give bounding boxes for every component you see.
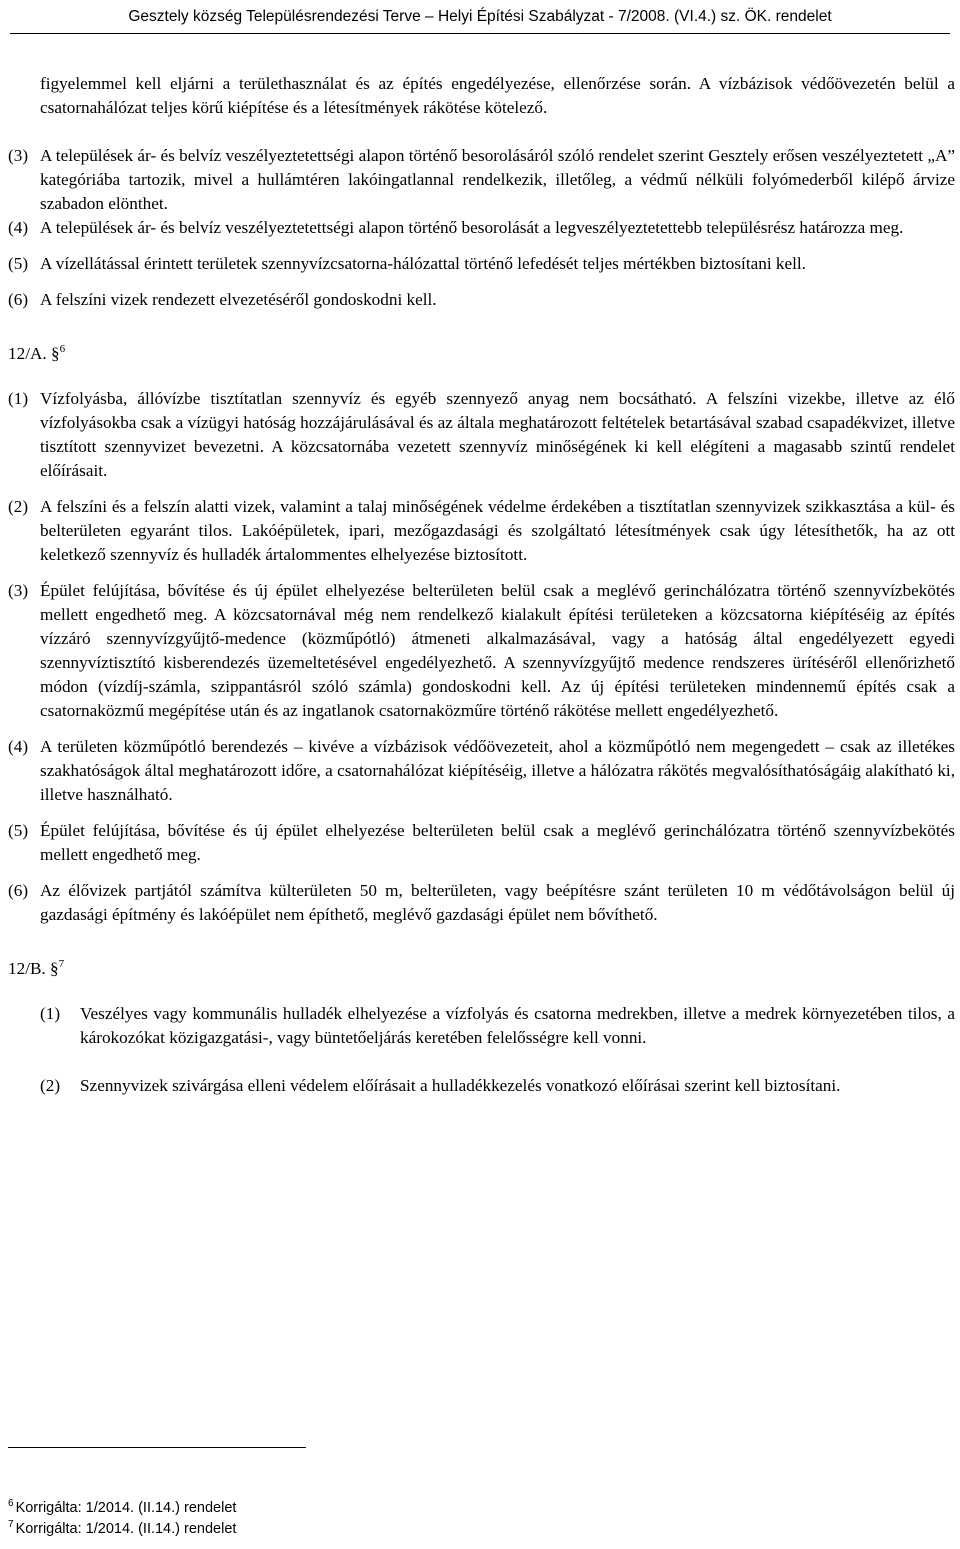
page-header xyxy=(0,0,960,34)
footnotes xyxy=(8,1498,236,1540)
footnote-text: Korrigálta: 1/2014. (II.14.) rendelet xyxy=(15,1500,237,1516)
paragraph-text: A települések ár- és belvíz veszélyeztetettségi alapon történő besorolásáról szóló rendelet szerint Gesztely erősen veszélyeztetett „A” kategóriába tartozik, mivel a hullámtéren lakóingatlannal rendelkezik, illetőleg, a védmű nélküli folyómederből kilépő árvize szabadon elönthet. xyxy=(40,146,955,213)
footnote-text: Korrigálta: 1/2014. (II.14.) rendelet xyxy=(15,1521,237,1537)
paragraph-number: (2) xyxy=(8,497,29,516)
paragraph-number: (6) xyxy=(8,290,29,309)
paragraph-text: A területen közműpótló berendezés – kivéve a vízbázisok védőövezeteit, ahol a közműpótló nem megengedett – csak az illetékes szakhatóságok által meghatározott időre, a csatornahálózat kiépítéséig, illetve a hálózatra rákötés megvalósíthatóságáig alakítható ki, illetve használható. xyxy=(40,737,955,804)
paragraph-number: (2) xyxy=(40,1076,61,1095)
s12a-paragraph-4 xyxy=(8,735,955,807)
paragraph-6 xyxy=(8,288,955,312)
section-title-12a: 12/A. §$^6$ xyxy=(8,343,66,363)
paragraph-text: Épület felújítása, bővítése és új épület elhelyezése belterületen belül csak a meglévő gerinchálózatra történő szennyvízbekötés mellett engedhető meg. xyxy=(40,821,955,864)
paragraph-3 xyxy=(8,144,955,216)
paragraph-text: Az élővizek partjától számítva külterületen 50 m, belterületen, vagy beépítésre szánt területen 10 m védőtávolságon belül új gazdasági építmény és lakóépület nem építhető, meglévő gazdasági épület nem bővíthető. xyxy=(40,881,955,924)
paragraph-text: A felszíni vizek rendezett elvezetéséről gondoskodni kell. xyxy=(40,290,437,309)
paragraph-number: (4) xyxy=(8,737,29,756)
s12a-paragraph-5 xyxy=(8,819,955,867)
paragraph-text: Épület felújítása, bővítése és új épület elhelyezése belterületen belül csak a meglévő gerinchálózatra történő szennyvízbekötés mellett engedhető meg. A közcsatornával még nem rendelkező kialakult építési területeken a közcsatorna kiépítéséig az építés vízzáró szennyvízgyűjtő-medence (közműpótló) átmeneti alkalmazásával, vagy a hatóság által engedélyezett egyedi szennyvíztisztító kisberendezés üzemeltetésével engedélyezhető. A szennyvízgyűjtő medence rendszeres ürítéséről ellenőrizhető módon (vízdíj-számla, szippantásról szóló számla) gondoskodni kell. Az új építési területeken mindennemű építés csak a csatornaközmű megépítése után és az ingatlanok csatornaközműre történő rákötése mellett engedélyezhető. xyxy=(40,581,955,720)
s12b-paragraph-2 xyxy=(8,1074,955,1098)
paragraph-text: A vízellátással érintett területek szennyvízcsatorna-hálózattal történő lefedését teljes mértékben biztosítani kell. xyxy=(40,254,806,273)
section-title-12b: 12/B. §$^7$ xyxy=(8,958,65,978)
paragraph-number: (6) xyxy=(8,881,29,900)
paragraph-number: (5) xyxy=(8,254,29,273)
s12a-paragraph-3 xyxy=(8,579,955,723)
footnote-ref: 6 xyxy=(59,343,66,355)
footnote-6 xyxy=(8,1498,236,1519)
s12b-paragraph-1 xyxy=(8,1002,955,1050)
paragraph-number: (1) xyxy=(40,1004,61,1023)
footnote-number: 7 xyxy=(8,1519,14,1530)
s12a-paragraph-1 xyxy=(8,387,955,483)
s12a-paragraph-6 xyxy=(8,879,955,927)
footnote-number: 6 xyxy=(8,1498,14,1509)
paragraph-number: (5) xyxy=(8,821,29,840)
paragraph-text: Vízfolyásba, állóvízbe tisztítatlan szennyvíz és egyéb szennyező anyag nem bocsátható. A felszíni vizekbe, illetve az élő vízfolyásokba csak a vízügyi hatóság hozzájárulásával és az általa meghatározott feltételek betartásával szabad csapadékvizet, illetve tisztított szennyvizet bevezetni. A közcsatornába vezetett szennyvíz minőségének ki kell elégíteni a magasabb szintű rendelet előírásait. xyxy=(40,389,955,480)
paragraph-number: (4) xyxy=(8,218,29,237)
paragraph-text: A felszíni és a felszín alatti vizek, valamint a talaj minőségének védelme érdekében a tisztítatlan szennyvizek szikkasztása a kül- és belterületen egyaránt tilos. Lakóépületek, ipari, mezőgazdasági és szolgáltató létesítmények csak úgy létesíthetők, ha az ott keletkező szennyvíz és hulladék ártalommentes elhelyezése biztosított. xyxy=(40,497,955,564)
footnote-7 xyxy=(8,1519,236,1540)
paragraph-number: (3) xyxy=(8,146,29,165)
paragraph-4 xyxy=(8,216,955,240)
paragraph-text: Veszélyes vagy kommunális hulladék elhelyezése a vízfolyás és csatorna medrekben, illetve a medrek környezetében tilos, a károkozókat közigazgatási-, vagy büntetőeljárás keretében felelősségre kell vonni. xyxy=(80,1004,955,1047)
paragraph-number: (3) xyxy=(8,581,29,600)
paragraph-text: A települések ár- és belvíz veszélyeztetettségi alapon történő besorolását a legveszélyeztetettebb településrész határozza meg. xyxy=(40,218,904,237)
paragraph-5 xyxy=(8,252,955,276)
paragraph-number: (1) xyxy=(8,389,29,408)
paragraph-text: Szennyvizek szivárgása elleni védelem előírásait a hulladékkezelés vonatkozó előírásai szerint kell biztosítani. xyxy=(80,1076,841,1095)
document-body xyxy=(8,72,955,1098)
footnote-divider xyxy=(8,1447,306,1448)
intro-paragraph: figyelemmel kell eljárni a területhasználat és az építés engedélyezése, ellenőrzése során. A vízbázisok védőövezetén belül a csatornahálózat teljes körű kiépítése és a létesítmények rákötése kötelező. xyxy=(40,74,955,117)
header-divider xyxy=(10,33,950,34)
footnote-ref: 7 xyxy=(58,958,65,970)
s12a-paragraph-2 xyxy=(8,495,955,567)
document-title: Gesztely község Településrendezési Terve – Helyi Építési Szabályzat - 7/2008. (VI.4.) sz. ÖK. rendelet xyxy=(128,8,832,25)
